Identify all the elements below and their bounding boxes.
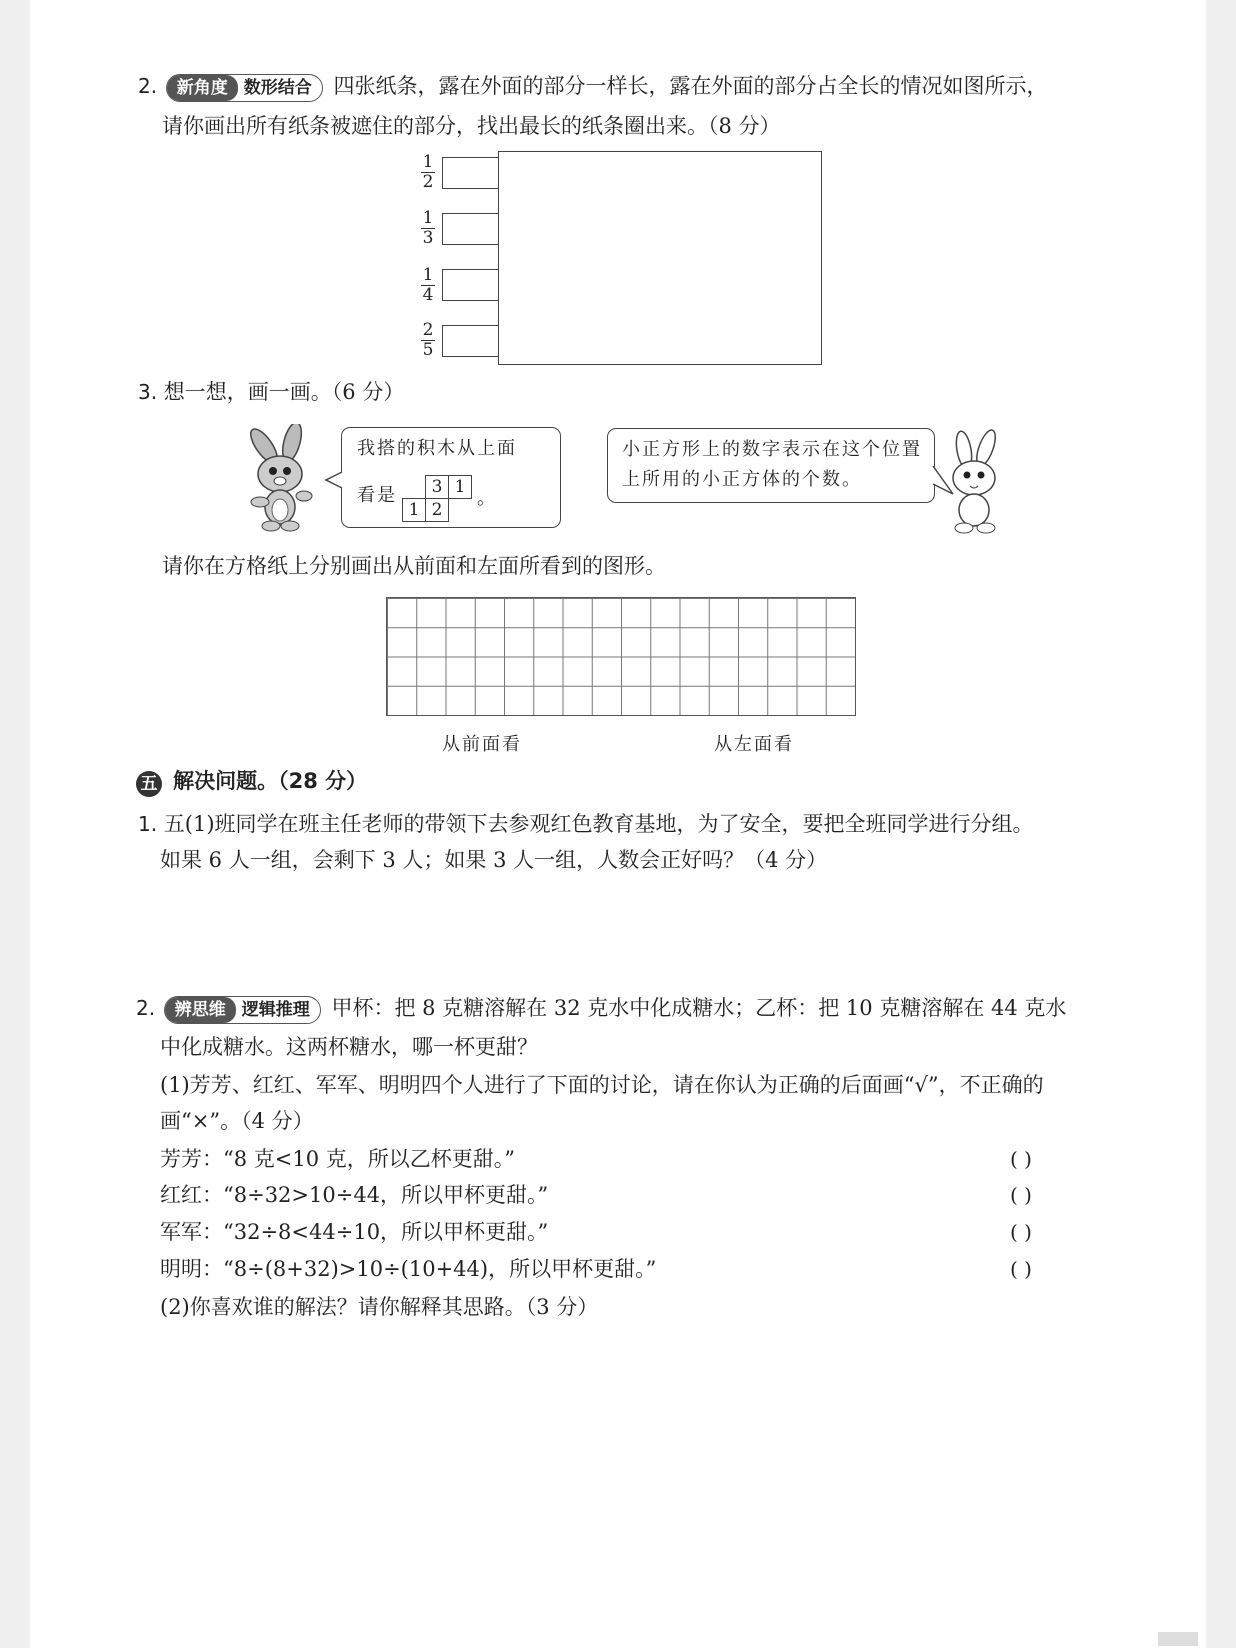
q3-number: 3.: [138, 380, 158, 404]
s5q2-tag: [164, 996, 321, 1024]
top-view-cell: 1: [448, 475, 472, 499]
right-bubble-line2: 上所用的小正方体的个数。: [622, 469, 862, 490]
s5q2-part1-line2: 画“×”。（4 分）: [160, 1109, 314, 1133]
left-bubble-suffix: 。: [477, 488, 497, 509]
s5q1-line2: 如果 6 人一组，会剩下 3 人；如果 3 人一组，人数会正好吗？（4 分）: [160, 848, 828, 872]
statement-honghong: 红红：“8÷32>10÷44，所以甲杯更甜。”: [160, 1183, 549, 1207]
s5q2-tag-secondary: 逻辑推理: [241, 999, 310, 1020]
q2-header: [138, 73, 1047, 102]
top-view-cell: 1: [402, 498, 426, 522]
statement-mingming: 明明：“8÷(8+32)>10÷(10+44)，所以甲杯更甜。”: [160, 1257, 657, 1281]
q2-tag-secondary: 数形结合: [243, 77, 312, 98]
speech-bubble-left: [341, 427, 561, 528]
top-view-cell: 3: [425, 475, 449, 499]
s5q2-part1-line1: (1)芳芳、红红、军军、明明四个人进行了下面的讨论，请在你认为正确的后面画“√”，不正确的: [160, 1073, 1044, 1097]
top-view-cell: 2: [425, 498, 449, 522]
label-left-view: 从左面看: [714, 734, 794, 755]
q3-header: [138, 379, 404, 405]
s5q2-part2: (2)你喜欢谁的解法？请你解释其思路。（3 分）: [160, 1295, 599, 1319]
q2-line2: 请你画出所有纸条被遮住的部分，找出最长的纸条圈出来。（8 分）: [162, 114, 781, 138]
label-front-view: 从前面看: [442, 734, 522, 755]
fraction-4: 2 5: [422, 320, 434, 360]
q2-line1: 四张纸条，露在外面的部分一样长，露在外面的部分占全长的情况如图所示，: [333, 74, 1048, 98]
q3-instruction: 请你在方格纸上分别画出从前面和左面所看到的图形。: [162, 554, 666, 578]
worksheet-page: [30, 0, 1206, 1648]
section5-title: 解决问题。（28 分）: [173, 769, 368, 793]
section5-badge: 五: [136, 771, 162, 797]
fraction-2: 1 3: [422, 208, 434, 248]
paper-strip-2: [442, 213, 500, 245]
paper-strip-1: [442, 157, 500, 189]
paper-strip-3: [442, 269, 500, 301]
s5q2-tag-primary: 辨思维: [165, 997, 236, 1023]
q2-tag: [166, 74, 323, 102]
left-bubble-line2: 看是: [357, 485, 397, 506]
q3-title: 想一想，画一画。（6 分）: [163, 380, 405, 404]
s5q1-number: 1.: [138, 812, 158, 836]
answer-blank-3[interactable]: ( ): [1010, 1220, 1032, 1244]
left-bubble-line1: 我搭的积木从上面: [357, 438, 517, 459]
s5q2-line1: 甲杯：把 8 克糖溶解在 32 克水中化成糖水；乙杯：把 10 克糖溶解在 44 克水: [331, 996, 1067, 1020]
cover-box: [498, 151, 822, 365]
statement-junjun: 军军：“32÷8<44÷10，所以甲杯更甜。”: [160, 1220, 549, 1244]
page-edge-marks: [1158, 1632, 1198, 1646]
q2-number: 2.: [138, 74, 158, 98]
answer-blank-1[interactable]: ( ): [1010, 1147, 1032, 1171]
statement-fangfang: 芳芳：“8 克<10 克，所以乙杯更甜。”: [160, 1147, 515, 1171]
q2-tag-primary: 新角度: [167, 75, 238, 101]
paper-strip-4: [442, 325, 500, 357]
right-bubble-line1: 小正方形上的数字表示在这个位置: [622, 439, 922, 460]
rabbit-right-icon: [940, 428, 1010, 534]
answer-blank-2[interactable]: ( ): [1010, 1183, 1032, 1207]
s5q2-header: [136, 995, 1066, 1024]
s5q2-number: 2.: [136, 996, 156, 1020]
speech-bubble-right: [607, 428, 935, 503]
rabbit-left-icon: [234, 424, 326, 534]
s5q1-line1-wrap: [138, 811, 1034, 837]
bubble-tail-left-icon: [324, 470, 344, 490]
fraction-3: 1 4: [422, 265, 434, 305]
answer-blank-4[interactable]: ( ): [1010, 1257, 1032, 1281]
fraction-1: 1 2: [422, 152, 434, 192]
section5-header: [136, 765, 367, 797]
s5q1-line1: 五(1)班同学在班主任老师的带领下去参观红色教育基地，为了安全，要把全班同学进行分组。: [163, 812, 1034, 836]
s5q2-line2: 中化成糖水。这两杯糖水，哪一杯更甜？: [160, 1035, 538, 1059]
grid-paper: [386, 597, 856, 716]
